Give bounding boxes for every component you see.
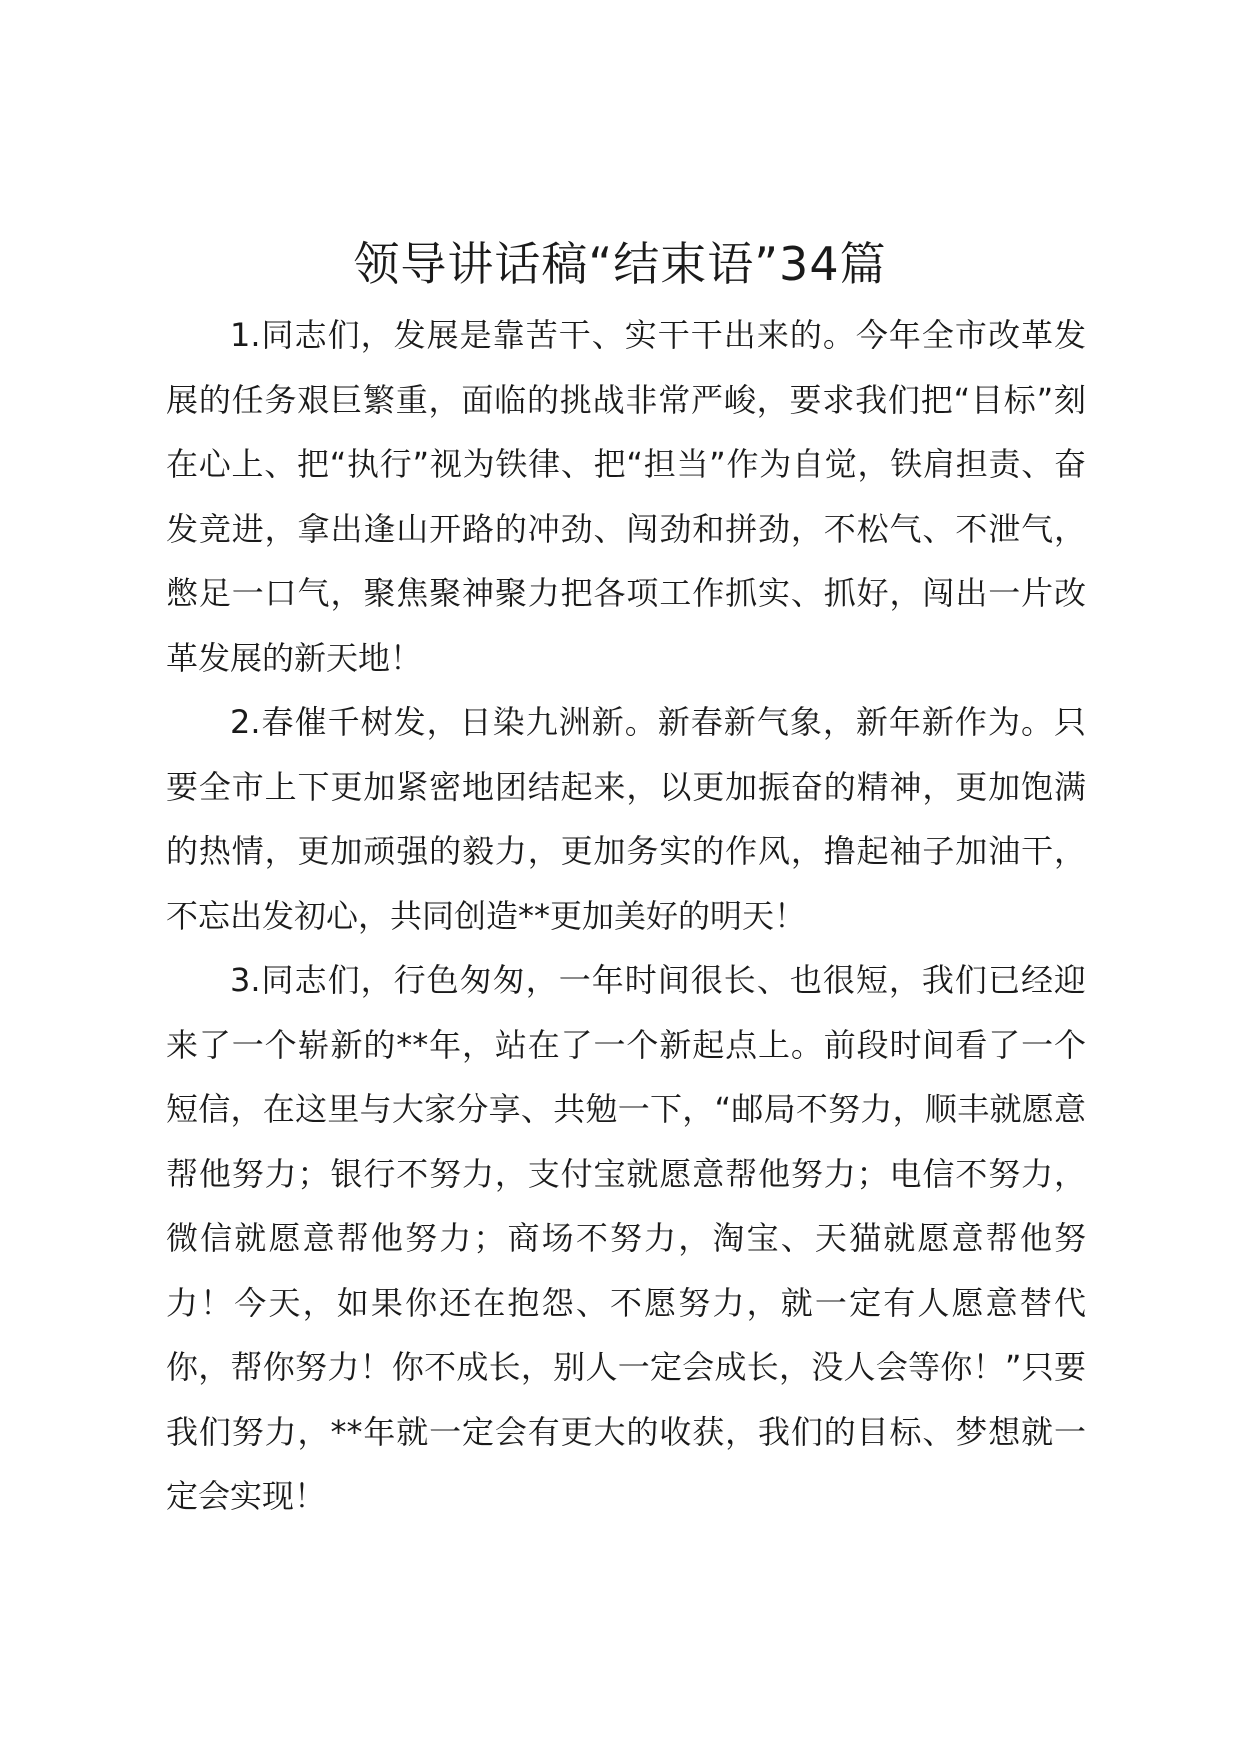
document-body [166, 303, 1086, 1529]
document-title: 领导讲话稿“结束语”34篇 [353, 237, 887, 291]
paragraph-1: 1.同志们，发展是靠苦干、实干干出来的。今年全市改革发展的任务艰巨繁重，面临的挑战非常严峻，要求我们把“目标”刻在心上、把“执行”视为铁律、把“担当”作为自觉，铁肩担责、奋发竞进，拿出逢山开路的冲劲、闯劲和拼劲，不松气、不泄气，憋足一口气，聚焦聚神聚力把各项工作抓实、抓好，闯出一片改革发展的新天地！ [166, 316, 1086, 677]
paragraph-2: 2.春催千树发，日染九洲新。新春新气象，新年新作为。只要全市上下更加紧密地团结起来，以更加振奋的精神，更加饱满的热情，更加顽强的毅力，更加务实的作风，撸起袖子加油干，不忘出发初心，共同创造**更加美好的明天！ [166, 703, 1086, 935]
paragraph-3: 3.同志们，行色匆匆，一年时间很长、也很短，我们已经迎来了一个崭新的**年，站在了一个新起点上。前段时间看了一个短信，在这里与大家分享、共勉一下，“邮局不努力，顺丰就愿意帮他努力；银行不努力，支付宝就愿意帮他努力；电信不努力，微信就愿意帮他努力；商场不努力，淘宝、天猫就愿意帮他努力！今天，如果你还在抱怨、不愿努力，就一定有人愿意替代你，帮你努力！你不成长，别人一定会成长，没人会等你！”只要我们努力，**年就一定会有更大的收获，我们的目标、梦想就一定会实现！ [166, 961, 1086, 1515]
